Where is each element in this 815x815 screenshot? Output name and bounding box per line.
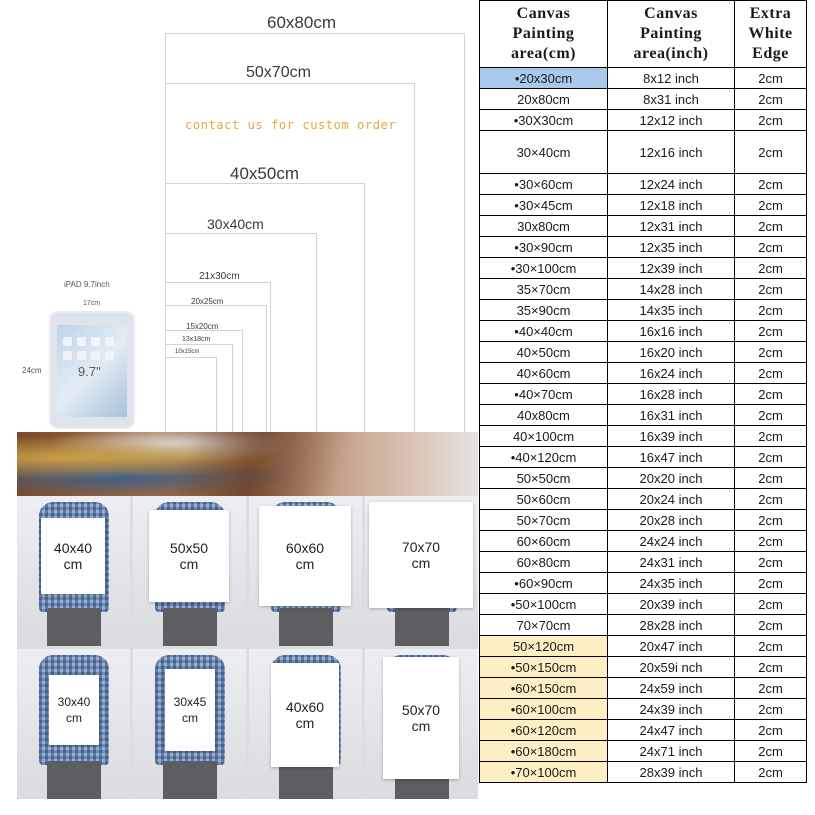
cell-inch: 28x28 inch <box>608 615 735 636</box>
cell-cm: •70×100cm <box>480 762 608 783</box>
cell-cm: 40×100cm <box>480 426 608 447</box>
cell-cm: •60×180cm <box>480 741 608 762</box>
frame-label: 15x20cm <box>186 322 219 331</box>
table-row <box>480 762 807 783</box>
table-row <box>480 131 807 174</box>
cell-cm: •30×60cm <box>480 174 608 195</box>
cell-cm: 20x80cm <box>480 89 608 110</box>
ipad-label: iPAD 9.7inch <box>64 280 110 289</box>
cell-edge: 2cm <box>735 762 807 783</box>
cell-cm: •40×120cm <box>480 447 608 468</box>
cell-cm: 40×60cm <box>480 363 608 384</box>
cell-cm: 50×70cm <box>480 510 608 531</box>
table-row <box>480 110 807 131</box>
cell-cm: 50×120cm <box>480 636 608 657</box>
cell-cm: 40×50cm <box>480 342 608 363</box>
cell-edge: 2cm <box>735 195 807 216</box>
cell-inch: 14x35 inch <box>608 300 735 321</box>
cell-inch: 24x35 inch <box>608 573 735 594</box>
frame-label: 40x50cm <box>230 164 299 183</box>
cell-inch: 16x39 inch <box>608 426 735 447</box>
cell-edge: 2cm <box>735 552 807 573</box>
table-row <box>480 657 807 678</box>
cell-inch: 12x39 inch <box>608 258 735 279</box>
cell-edge: 2cm <box>735 237 807 258</box>
cell-inch: 28x39 inch <box>608 762 735 783</box>
cell-cm: •30×100cm <box>480 258 608 279</box>
frame-label: 30x40cm <box>207 216 264 232</box>
frame-label: 21x30cm <box>199 271 240 282</box>
cell-inch: 24x24 inch <box>608 531 735 552</box>
cell-inch: 16x20 inch <box>608 342 735 363</box>
cell-edge: 2cm <box>735 594 807 615</box>
table-row <box>480 363 807 384</box>
cell-cm: 50×60cm <box>480 489 608 510</box>
cell-cm: •30X30cm <box>480 110 608 131</box>
cell-edge: 2cm <box>735 68 807 89</box>
cell-cm: •60×100cm <box>480 699 608 720</box>
cell-inch: 20x20 inch <box>608 468 735 489</box>
cell-cm: 30x80cm <box>480 216 608 237</box>
cell-edge: 2cm <box>735 510 807 531</box>
cell-cm: •60×120cm <box>480 720 608 741</box>
table-row <box>480 636 807 657</box>
cell-edge: 2cm <box>735 279 807 300</box>
table-row <box>480 594 807 615</box>
cell-cm: 50×50cm <box>480 468 608 489</box>
size-board: 70x70 cm <box>369 502 473 608</box>
table-row <box>480 552 807 573</box>
table-row <box>480 237 807 258</box>
cell-cm: 60×80cm <box>480 552 608 573</box>
table-row <box>480 468 807 489</box>
cell-edge: 2cm <box>735 699 807 720</box>
size-board: 50x70 cm <box>383 657 459 779</box>
canvas-texture-photo <box>17 432 478 496</box>
cell-edge: 2cm <box>735 321 807 342</box>
cell-inch: 20x28 inch <box>608 510 735 531</box>
size-comparison-diagram <box>0 0 478 432</box>
cell-cm: 35×70cm <box>480 279 608 300</box>
size-photo <box>17 496 130 646</box>
table-row <box>480 741 807 762</box>
cell-edge: 2cm <box>735 678 807 699</box>
size-board: 60x60 cm <box>259 506 351 606</box>
cell-edge: 2cm <box>735 636 807 657</box>
cell-inch: 12x12 inch <box>608 110 735 131</box>
header-edge: Extra White Edge <box>735 1 807 68</box>
cell-inch: 8x12 inch <box>608 68 735 89</box>
cell-cm: •60×150cm <box>480 678 608 699</box>
cell-edge: 2cm <box>735 110 807 131</box>
ipad-screen-size: 9.7" <box>78 364 101 379</box>
cell-cm: 70×70cm <box>480 615 608 636</box>
cell-edge: 2cm <box>735 300 807 321</box>
table-row <box>480 720 807 741</box>
cell-edge: 2cm <box>735 405 807 426</box>
size-photo <box>17 649 130 799</box>
cell-edge: 2cm <box>735 573 807 594</box>
ipad-height-label: 24cm <box>22 366 42 375</box>
table-row <box>480 489 807 510</box>
cell-inch: 12x16 inch <box>608 131 735 174</box>
table-row <box>480 258 807 279</box>
cell-edge: 2cm <box>735 174 807 195</box>
cell-cm: •50×150cm <box>480 657 608 678</box>
size-photo <box>133 496 246 646</box>
table-row <box>480 531 807 552</box>
cell-edge: 2cm <box>735 741 807 762</box>
cell-edge: 2cm <box>735 426 807 447</box>
size-board: 30x45 cm <box>165 669 215 751</box>
size-photo <box>133 649 246 799</box>
cell-edge: 2cm <box>735 384 807 405</box>
cell-inch: 24x59 inch <box>608 678 735 699</box>
size-photo <box>249 496 362 646</box>
table-row <box>480 699 807 720</box>
table-row <box>480 279 807 300</box>
size-board: 30x40 cm <box>49 675 99 745</box>
cell-cm: •30×90cm <box>480 237 608 258</box>
table-row <box>480 573 807 594</box>
cell-edge: 2cm <box>735 468 807 489</box>
cell-cm: 35×90cm <box>480 300 608 321</box>
cell-inch: 24x39 inch <box>608 699 735 720</box>
cell-inch: 16x24 inch <box>608 363 735 384</box>
cell-cm: •30×45cm <box>480 195 608 216</box>
header-inch: Canvas Painting area(inch) <box>608 1 735 68</box>
cell-edge: 2cm <box>735 615 807 636</box>
table-row <box>480 447 807 468</box>
table-row <box>480 405 807 426</box>
cell-inch: 12x24 inch <box>608 174 735 195</box>
table-row <box>480 195 807 216</box>
cell-inch: 8x31 inch <box>608 89 735 110</box>
frame-label: 50x70cm <box>246 64 311 81</box>
cell-edge: 2cm <box>735 720 807 741</box>
header-cm: Canvas Painting area(cm) <box>480 1 608 68</box>
cell-edge: 2cm <box>735 447 807 468</box>
cell-inch: 20x47 inch <box>608 636 735 657</box>
frame-10x15 <box>165 357 217 432</box>
cell-inch: 16x31 inch <box>608 405 735 426</box>
size-board: 40x40 cm <box>41 518 105 594</box>
table-row <box>480 89 807 110</box>
cell-cm: •20x30cm <box>480 68 608 89</box>
table-row <box>480 384 807 405</box>
table-row <box>480 216 807 237</box>
table-row <box>480 68 807 89</box>
cell-inch: 16x16 inch <box>608 321 735 342</box>
cell-edge: 2cm <box>735 657 807 678</box>
table-row <box>480 321 807 342</box>
cell-edge: 2cm <box>735 363 807 384</box>
cell-inch: 24x31 inch <box>608 552 735 573</box>
size-photo <box>365 496 478 646</box>
cell-edge: 2cm <box>735 531 807 552</box>
cell-cm: •40×70cm <box>480 384 608 405</box>
cell-inch: 12x18 inch <box>608 195 735 216</box>
frame-label: 13x18cm <box>182 336 211 343</box>
table-row <box>480 174 807 195</box>
cell-cm: 30×40cm <box>480 131 608 174</box>
frame-label: 10x15cm <box>175 349 200 355</box>
size-table <box>479 0 807 783</box>
custom-order-note: contact us for custom order <box>185 118 397 132</box>
table-row <box>480 426 807 447</box>
cell-cm: •60×90cm <box>480 573 608 594</box>
cell-inch: 12x31 inch <box>608 216 735 237</box>
table-row <box>480 510 807 531</box>
cell-cm: 40x80cm <box>480 405 608 426</box>
cell-inch: 20x39 inch <box>608 594 735 615</box>
cell-inch: 24x47 inch <box>608 720 735 741</box>
cell-inch: 12x35 inch <box>608 237 735 258</box>
cell-cm: •50×100cm <box>480 594 608 615</box>
cell-edge: 2cm <box>735 258 807 279</box>
cell-inch: 20x59i nch <box>608 657 735 678</box>
cell-inch: 24x71 inch <box>608 741 735 762</box>
size-board: 40x60 cm <box>271 663 339 767</box>
table-row <box>480 342 807 363</box>
size-photo-grid <box>17 496 478 799</box>
table-row <box>480 615 807 636</box>
table-row <box>480 300 807 321</box>
cell-inch: 16x47 inch <box>608 447 735 468</box>
cell-edge: 2cm <box>735 89 807 110</box>
cell-edge: 2cm <box>735 131 807 174</box>
size-photo <box>365 649 478 799</box>
ipad-width-label: 17cm <box>83 300 101 307</box>
size-photo <box>249 649 362 799</box>
cell-edge: 2cm <box>735 216 807 237</box>
cell-inch: 16x28 inch <box>608 384 735 405</box>
frame-label: 20x25cm <box>191 297 224 306</box>
table-row <box>480 678 807 699</box>
cell-cm: •40×40cm <box>480 321 608 342</box>
cell-inch: 14x28 inch <box>608 279 735 300</box>
cell-edge: 2cm <box>735 342 807 363</box>
cell-edge: 2cm <box>735 489 807 510</box>
cell-cm: 60×60cm <box>480 531 608 552</box>
cell-inch: 20x24 inch <box>608 489 735 510</box>
size-board: 50x50 cm <box>149 510 229 602</box>
frame-label: 60x80cm <box>267 13 336 32</box>
